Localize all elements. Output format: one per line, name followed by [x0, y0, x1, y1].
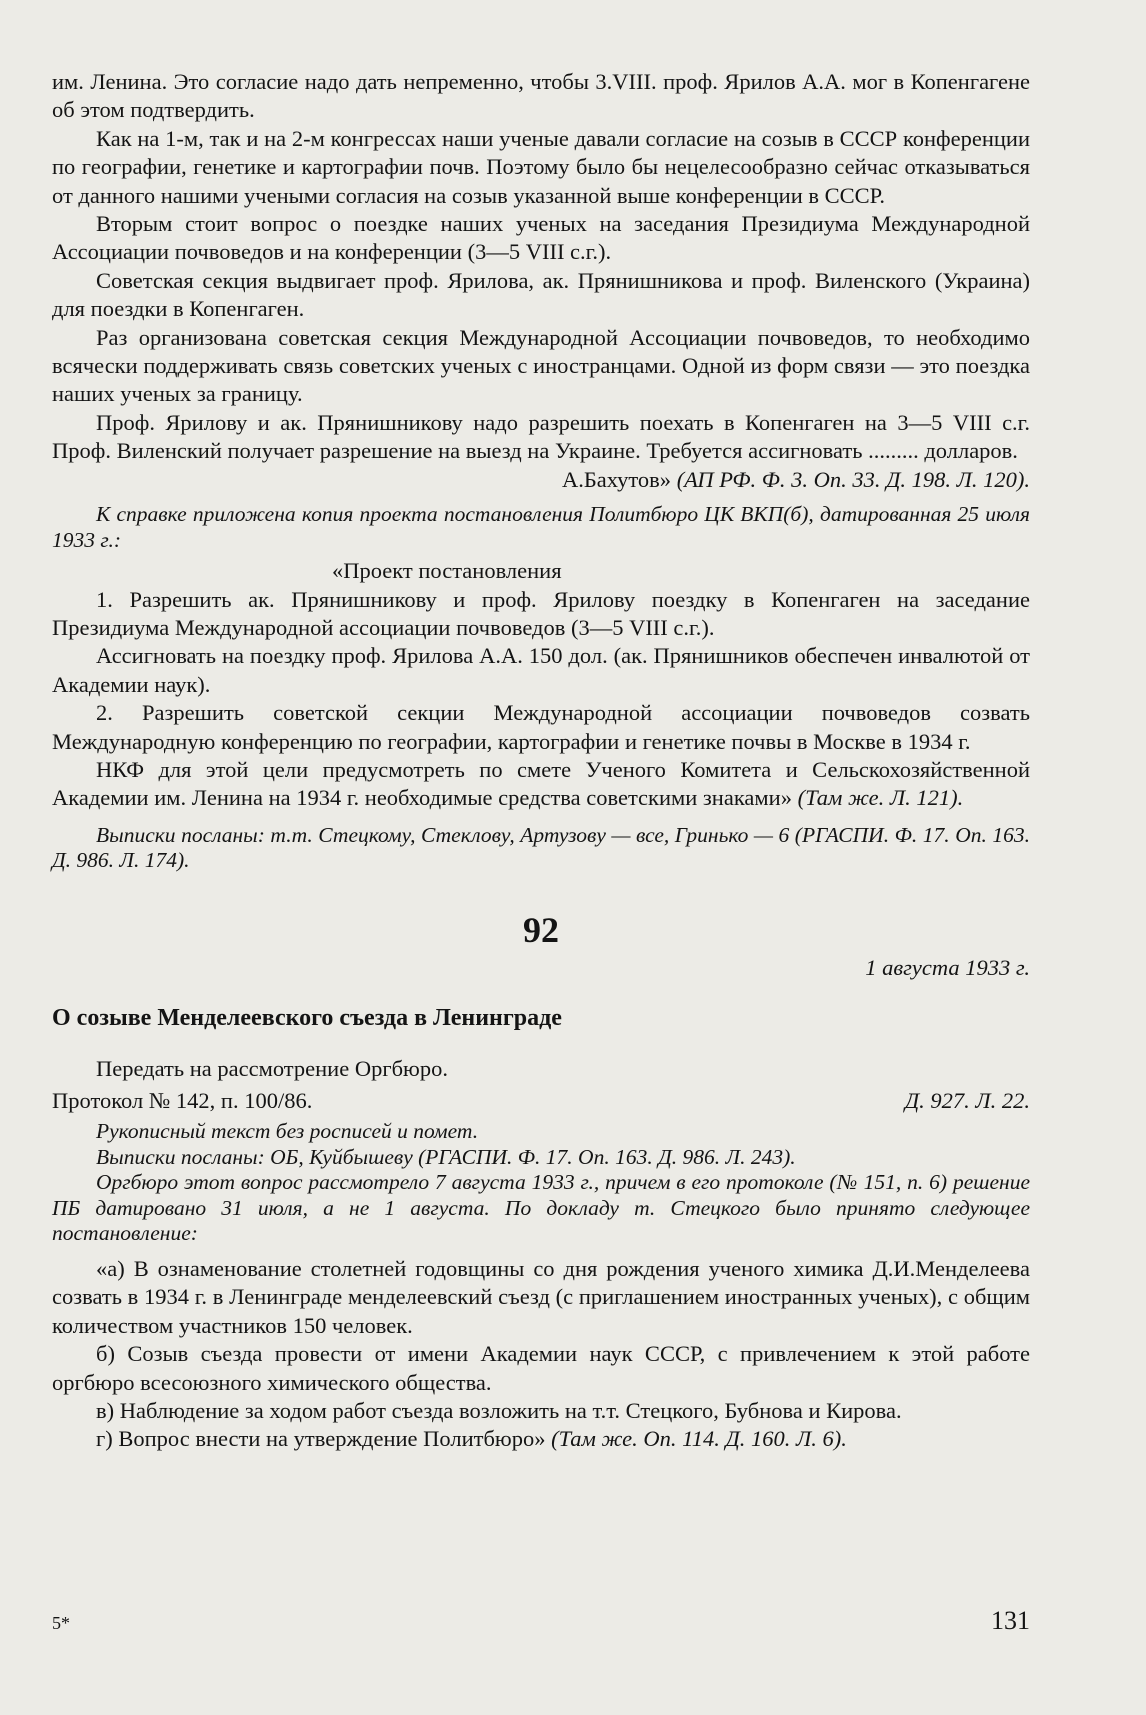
page-number: 131: [991, 1606, 1030, 1635]
signature: А.Бахутов»: [561, 466, 672, 492]
resolution-item: б) Созыв съезда провести от имени Академии наук СССР, с привлечением к этой работе оргбюро всесоюзного химического общества.: [52, 1341, 1030, 1395]
editorial-note: Выписки посланы: т.т. Стецкому, Стеклову, Артузову — все, Гринько — 6 (РГАСПИ. Ф. 17. Оп. 163. Д. 986. Л. 174).: [52, 822, 1030, 873]
paragraph: Раз организована советская секция Международной Ассоциации почвоведов, то необходимо всячески поддерживать связь советских ученых с иностранцами. Одной из форм связи — это поездка наших ученых за границу.: [52, 324, 1030, 407]
draft-item: 2. Разрешить советской секции Международной ассоциации почвоведов созвать Международную конференцию по географии, картографии и генетике почвы в Москве в 1934 г.: [52, 700, 1030, 754]
paragraph: Проф. Ярилову и ак. Прянишникову надо разрешить поехать в Копенгаген на 3—5 VIII с.г. Проф. Виленский получает разрешение на выезд на Украине. Требуется ассигновать ......... долларов.: [52, 409, 1030, 464]
archive-reference: (Там же. Оп. 114. Д. 160. Л. 6).: [551, 1426, 847, 1452]
resolution-item: в) Наблюдение за ходом работ съезда возложить на т.т. Стецкого, Бубнова и Кирова.: [96, 1397, 902, 1423]
draft-title: «Проект постановления: [332, 558, 562, 584]
editorial-note: Оргбюро этот вопрос рассмотрело 7 августа 1933 г., причем в его протоколе (№ 151, п. 6) решение ПБ датировано 31 июля, а не 1 августа. По докладу т. Стецкого было принято следующее постановление:: [52, 1170, 1030, 1246]
draft-item: Ассигновать на поездку проф. Ярилова А.А. 150 дол. (ак. Прянишников обеспечен инвалютой от Академии наук).: [52, 643, 1030, 697]
page-footer: [52, 1606, 1030, 1636]
editorial-note: К справке приложена копия проекта постановления Политбюро ЦК ВКП(б), датированная 25 июля 1933 г.:: [52, 502, 1030, 552]
protocol-number: Протокол № 142, п. 100/86.: [52, 1087, 313, 1113]
resolution-item-text: г) Вопрос внести на утверждение Политбюро»: [96, 1426, 546, 1452]
archive-reference: (АП РФ. Ф. 3. Оп. 33. Д. 198. Л. 120).: [676, 466, 1030, 492]
archive-reference: Д. 927. Л. 22.: [904, 1087, 1030, 1113]
paragraph: Вторым стоит вопрос о поездке наших ученых на заседания Президиума Международной Ассоциации почвоведов и на конференции (3—5 VIII с.г.).: [52, 211, 1030, 265]
protocol-line: [52, 1087, 1030, 1115]
signature-line: [52, 466, 1030, 494]
paragraph: им. Ленина. Это согласие надо дать непременно, чтобы 3.VIII. проф. Ярилов А.А. мог в Копенгагене об этом подтвердить.: [52, 69, 1030, 123]
sheet-mark: 5*: [52, 1613, 70, 1633]
editorial-note: Рукописный текст без росписей и помет.: [96, 1119, 479, 1144]
document-number: 92: [523, 909, 559, 950]
draft-item: 1. Разрешить ак. Прянишникову и проф. Ярилову поездку в Копенгаген на заседание Президиума Международной ассоциации почвоведов (3—5 VIII с.г.).: [52, 586, 1030, 640]
resolution-item: «а) В ознаменование столетней годовщины со дня рождения ученого химика Д.И.Менделеева созвать в 1934 г. в Ленинграде менделеевский съезд (с приглашением иностранных ученых), с общим количеством участников 150 человек.: [52, 1255, 1030, 1338]
draft-item: [52, 756, 1030, 813]
document-heading: О созыве Менделеевского съезда в Ленинграде: [52, 1005, 562, 1032]
paragraph: Советская секция выдвигает проф. Ярилова, ак. Прянишникова и проф. Виленского (Украина) для поездки в Копенгаген.: [52, 267, 1030, 322]
document-page: [52, 68, 1030, 1454]
editorial-note: Выписки посланы: ОБ, Куйбышеву (РГАСПИ. Ф. 17. Оп. 163. Д. 986. Л. 243).: [96, 1144, 796, 1169]
document-date: 1 августа 1933 г.: [865, 954, 1030, 980]
decision-text: Передать на рассмотрение Оргбюро.: [96, 1055, 448, 1081]
resolution-item: [52, 1425, 1030, 1453]
archive-reference: (Там же. Л. 121).: [797, 785, 964, 811]
draft-item-text: НКФ для этой цели предусмотреть по смете Ученого Комитета и Сельскохозяйственной Академии им. Ленина на 1934 г. необходимые средства советскими знаками»: [52, 756, 1030, 811]
paragraph: Как на 1-м, так и на 2-м конгрессах наши ученые давали согласие на созыв в СССР конференции по географии, генетике и картографии почв. Поэтому было бы нецелесообразно сейчас отказываться от данного нашими учеными согласия на созыв указанной выше конференции в СССР.: [52, 125, 1030, 208]
